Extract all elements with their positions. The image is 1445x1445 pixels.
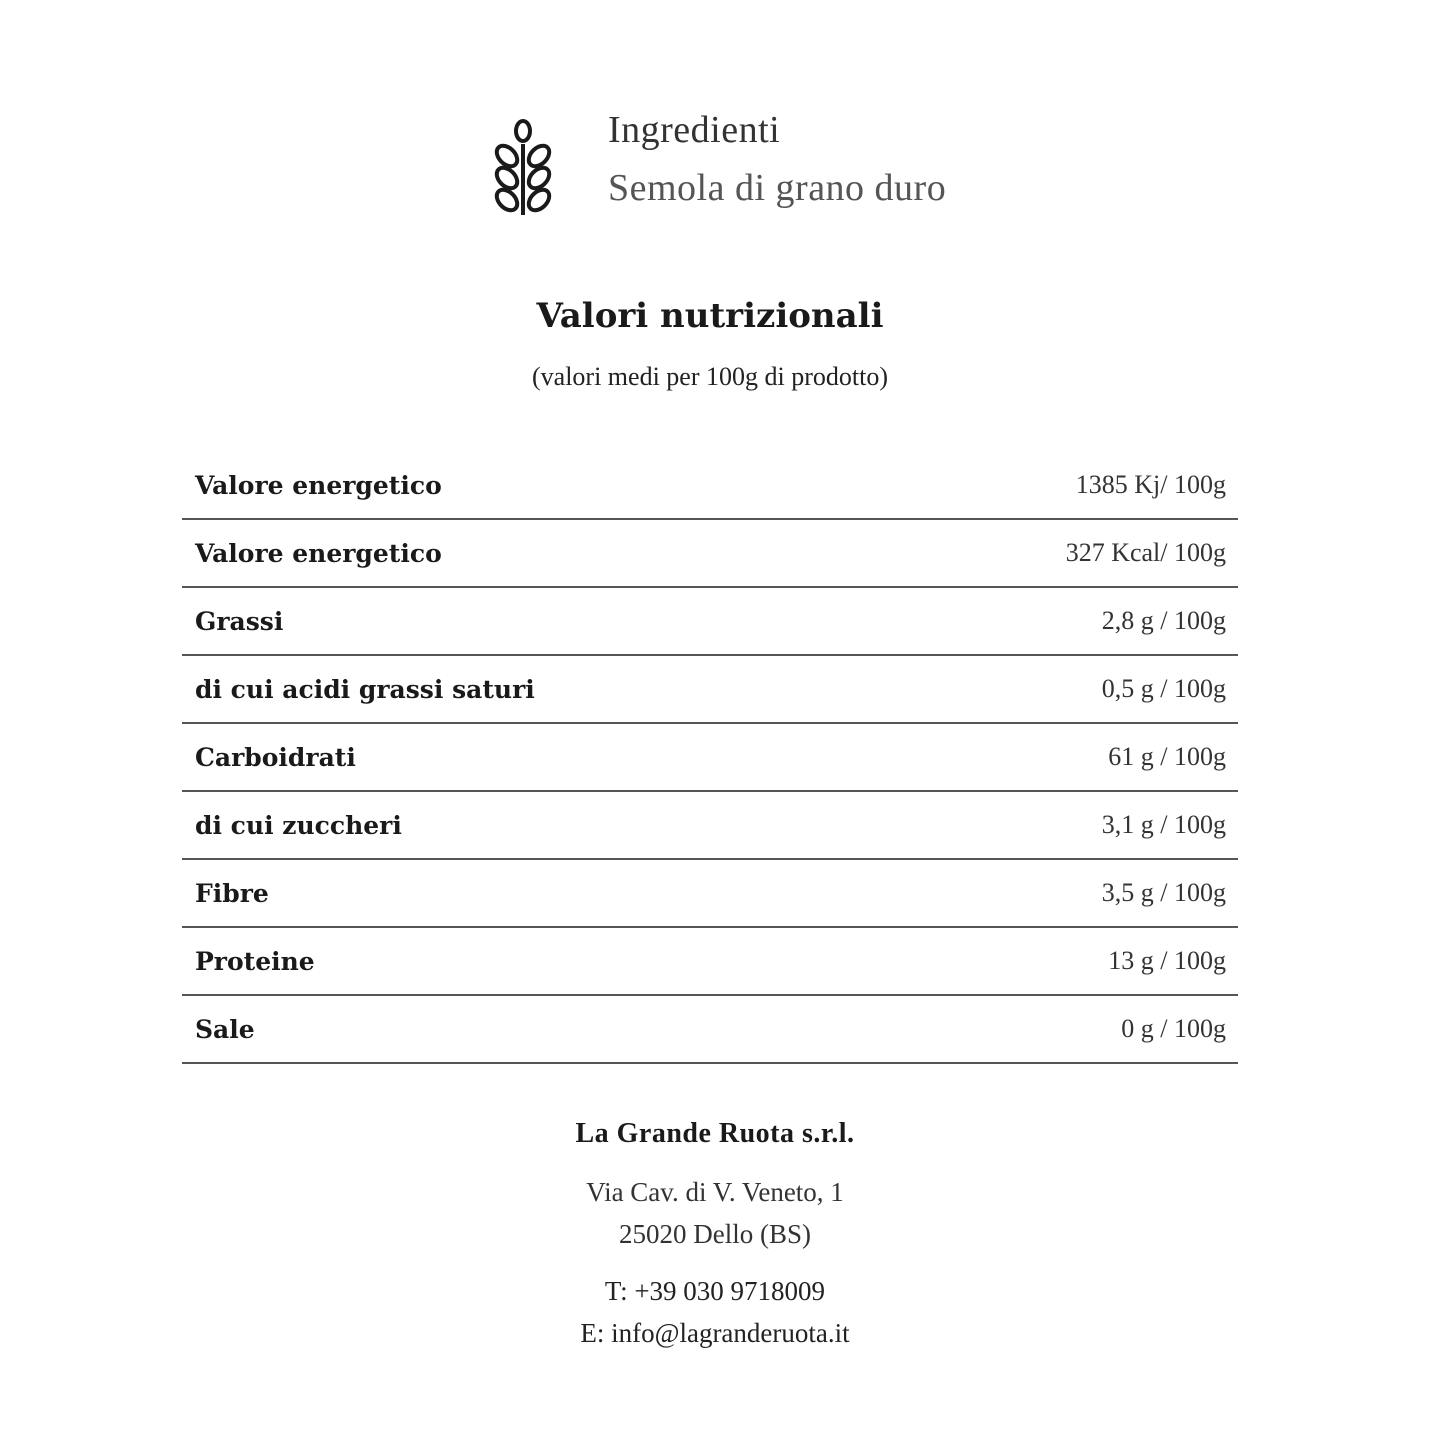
table-row xyxy=(182,792,1238,860)
table-row xyxy=(182,588,1238,656)
table-row xyxy=(182,520,1238,588)
row-value: 1385 Kj/ 100g xyxy=(1075,470,1226,499)
table-row xyxy=(182,860,1238,928)
table-row xyxy=(182,996,1238,1064)
row-label: di cui acidi grassi saturi xyxy=(195,674,535,704)
nutrition-title: Valori nutrizionali xyxy=(536,296,884,336)
table-row xyxy=(182,656,1238,724)
table-row xyxy=(182,724,1238,792)
company-name: La Grande Ruota s.r.l. xyxy=(575,1118,855,1149)
ingredients-text xyxy=(608,108,946,210)
row-label: Fibre xyxy=(195,878,269,908)
ingredients-title: Ingredienti xyxy=(608,109,781,151)
nutrition-table xyxy=(182,452,1238,1064)
ingredients-list: Semola di grano duro xyxy=(608,167,947,209)
row-value: 0,5 g / 100g xyxy=(1101,674,1226,703)
row-value: 13 g / 100g xyxy=(1108,946,1226,975)
row-value: 327 Kcal/ 100g xyxy=(1065,538,1226,567)
ingredients-section xyxy=(490,108,1010,220)
row-label: Valore energetico xyxy=(195,470,442,500)
row-label: Carboidrati xyxy=(195,742,356,772)
wheat-icon xyxy=(490,118,556,216)
address-line-2: 25020 Dello (BS) xyxy=(619,1219,811,1249)
row-label: Sale xyxy=(195,1014,255,1044)
table-row xyxy=(182,452,1238,520)
row-value: 2,8 g / 100g xyxy=(1101,606,1226,635)
row-value: 0 g / 100g xyxy=(1121,1014,1226,1043)
row-value: 61 g / 100g xyxy=(1108,742,1226,771)
nutrition-subtitle: (valori medi per 100g di prodotto) xyxy=(532,362,888,391)
table-row xyxy=(182,928,1238,996)
row-label: Proteine xyxy=(195,946,315,976)
row-label: di cui zuccheri xyxy=(195,810,402,840)
row-label: Valore energetico xyxy=(195,538,442,568)
row-value: 3,1 g / 100g xyxy=(1101,810,1226,839)
row-value: 3,5 g / 100g xyxy=(1101,878,1226,907)
email-address: E: info@lagranderuota.it xyxy=(580,1318,850,1348)
row-label: Grassi xyxy=(195,606,284,636)
phone-number: T: +39 030 9718009 xyxy=(604,1276,826,1306)
address-line-1: Via Cav. di V. Veneto, 1 xyxy=(586,1177,844,1207)
